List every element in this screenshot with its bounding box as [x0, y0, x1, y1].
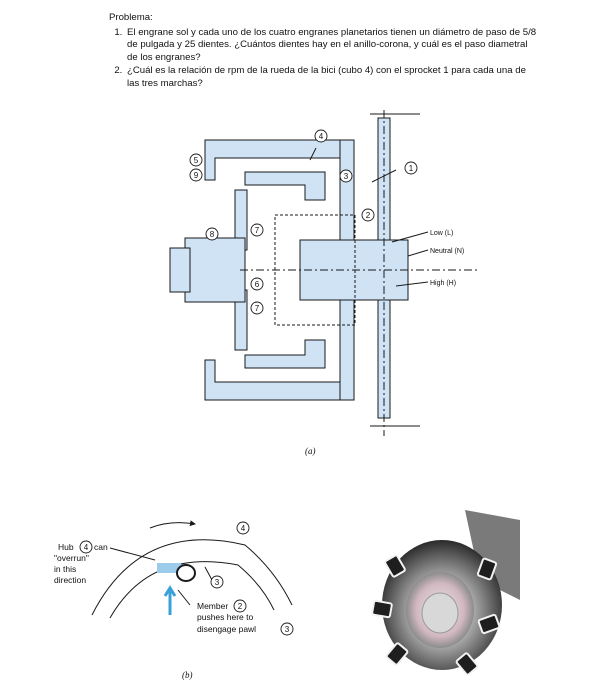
- problem-heading: Problema:: [109, 12, 153, 23]
- callout-3: 3: [343, 172, 349, 181]
- member-word: Member: [197, 601, 229, 611]
- pawl-num: 3: [284, 625, 290, 634]
- problem-list: [109, 27, 539, 91]
- callout-9: 9: [193, 171, 199, 180]
- hub-flange-bottom: [340, 290, 354, 400]
- callout-5: 5: [193, 156, 199, 165]
- ring-gear-bottom: [245, 340, 325, 368]
- callout-2: 2: [365, 211, 371, 220]
- freehub-body-photo: [370, 505, 520, 680]
- pawl-3: [177, 565, 195, 581]
- member-rest-0: pushes here to: [197, 612, 254, 622]
- callout-7-bottom: 7: [254, 304, 260, 313]
- hub-flange-top: [340, 140, 354, 250]
- hub-rest-0: can: [94, 542, 108, 552]
- figure-b-caption: (b): [182, 670, 193, 680]
- hub-rest-3: direction: [54, 575, 87, 585]
- callout-8: 8: [209, 230, 215, 239]
- hub-rest-2: in this: [54, 564, 77, 574]
- callout-b-4: 4: [240, 524, 246, 533]
- svg-text:Hub: [58, 542, 74, 552]
- axle-end: [170, 248, 190, 292]
- hub-rest-1: "overrun": [54, 553, 89, 563]
- hub-word: Hub: [58, 542, 74, 552]
- hub-num: 4: [83, 543, 89, 552]
- callout-4: 4: [318, 132, 324, 141]
- member-rest-1: disengage pawl: [197, 624, 257, 634]
- callout-6: 6: [254, 280, 260, 289]
- axle: [185, 238, 245, 302]
- problem-block: [109, 12, 539, 91]
- ring-gear-top: [245, 172, 325, 200]
- figure-b-pawl-diagram: [50, 515, 300, 675]
- gear-label-high: High (H): [430, 280, 457, 287]
- figure-a-caption: (a): [305, 446, 316, 456]
- gear-label-low: Low (L): [430, 230, 454, 237]
- callout-7-top: 7: [254, 226, 260, 235]
- figure-a-hub-section: [160, 108, 500, 438]
- callout-b-3: 3: [214, 578, 220, 587]
- problem-item-1: 1. El engrane sol y cada uno de los cuatro engranes planetarios tienen un diámetro de paso de 5/8 de pulgada y 25 dientes. ¿Cuántos dientes hay en el anillo-corona, y cuál es el paso diametral de los engranes?: [125, 27, 539, 65]
- problem-item-2: 2. ¿Cuál es la relación de rpm de la rueda de la bici (cubo 4) con el sprocket 1 para cada una de las tres marchas?: [125, 65, 539, 90]
- push-arrow: [165, 588, 175, 615]
- callout-1: 1: [408, 164, 414, 173]
- member-num: 2: [237, 602, 243, 611]
- gear-label-neutral: Neutral (N): [430, 248, 465, 255]
